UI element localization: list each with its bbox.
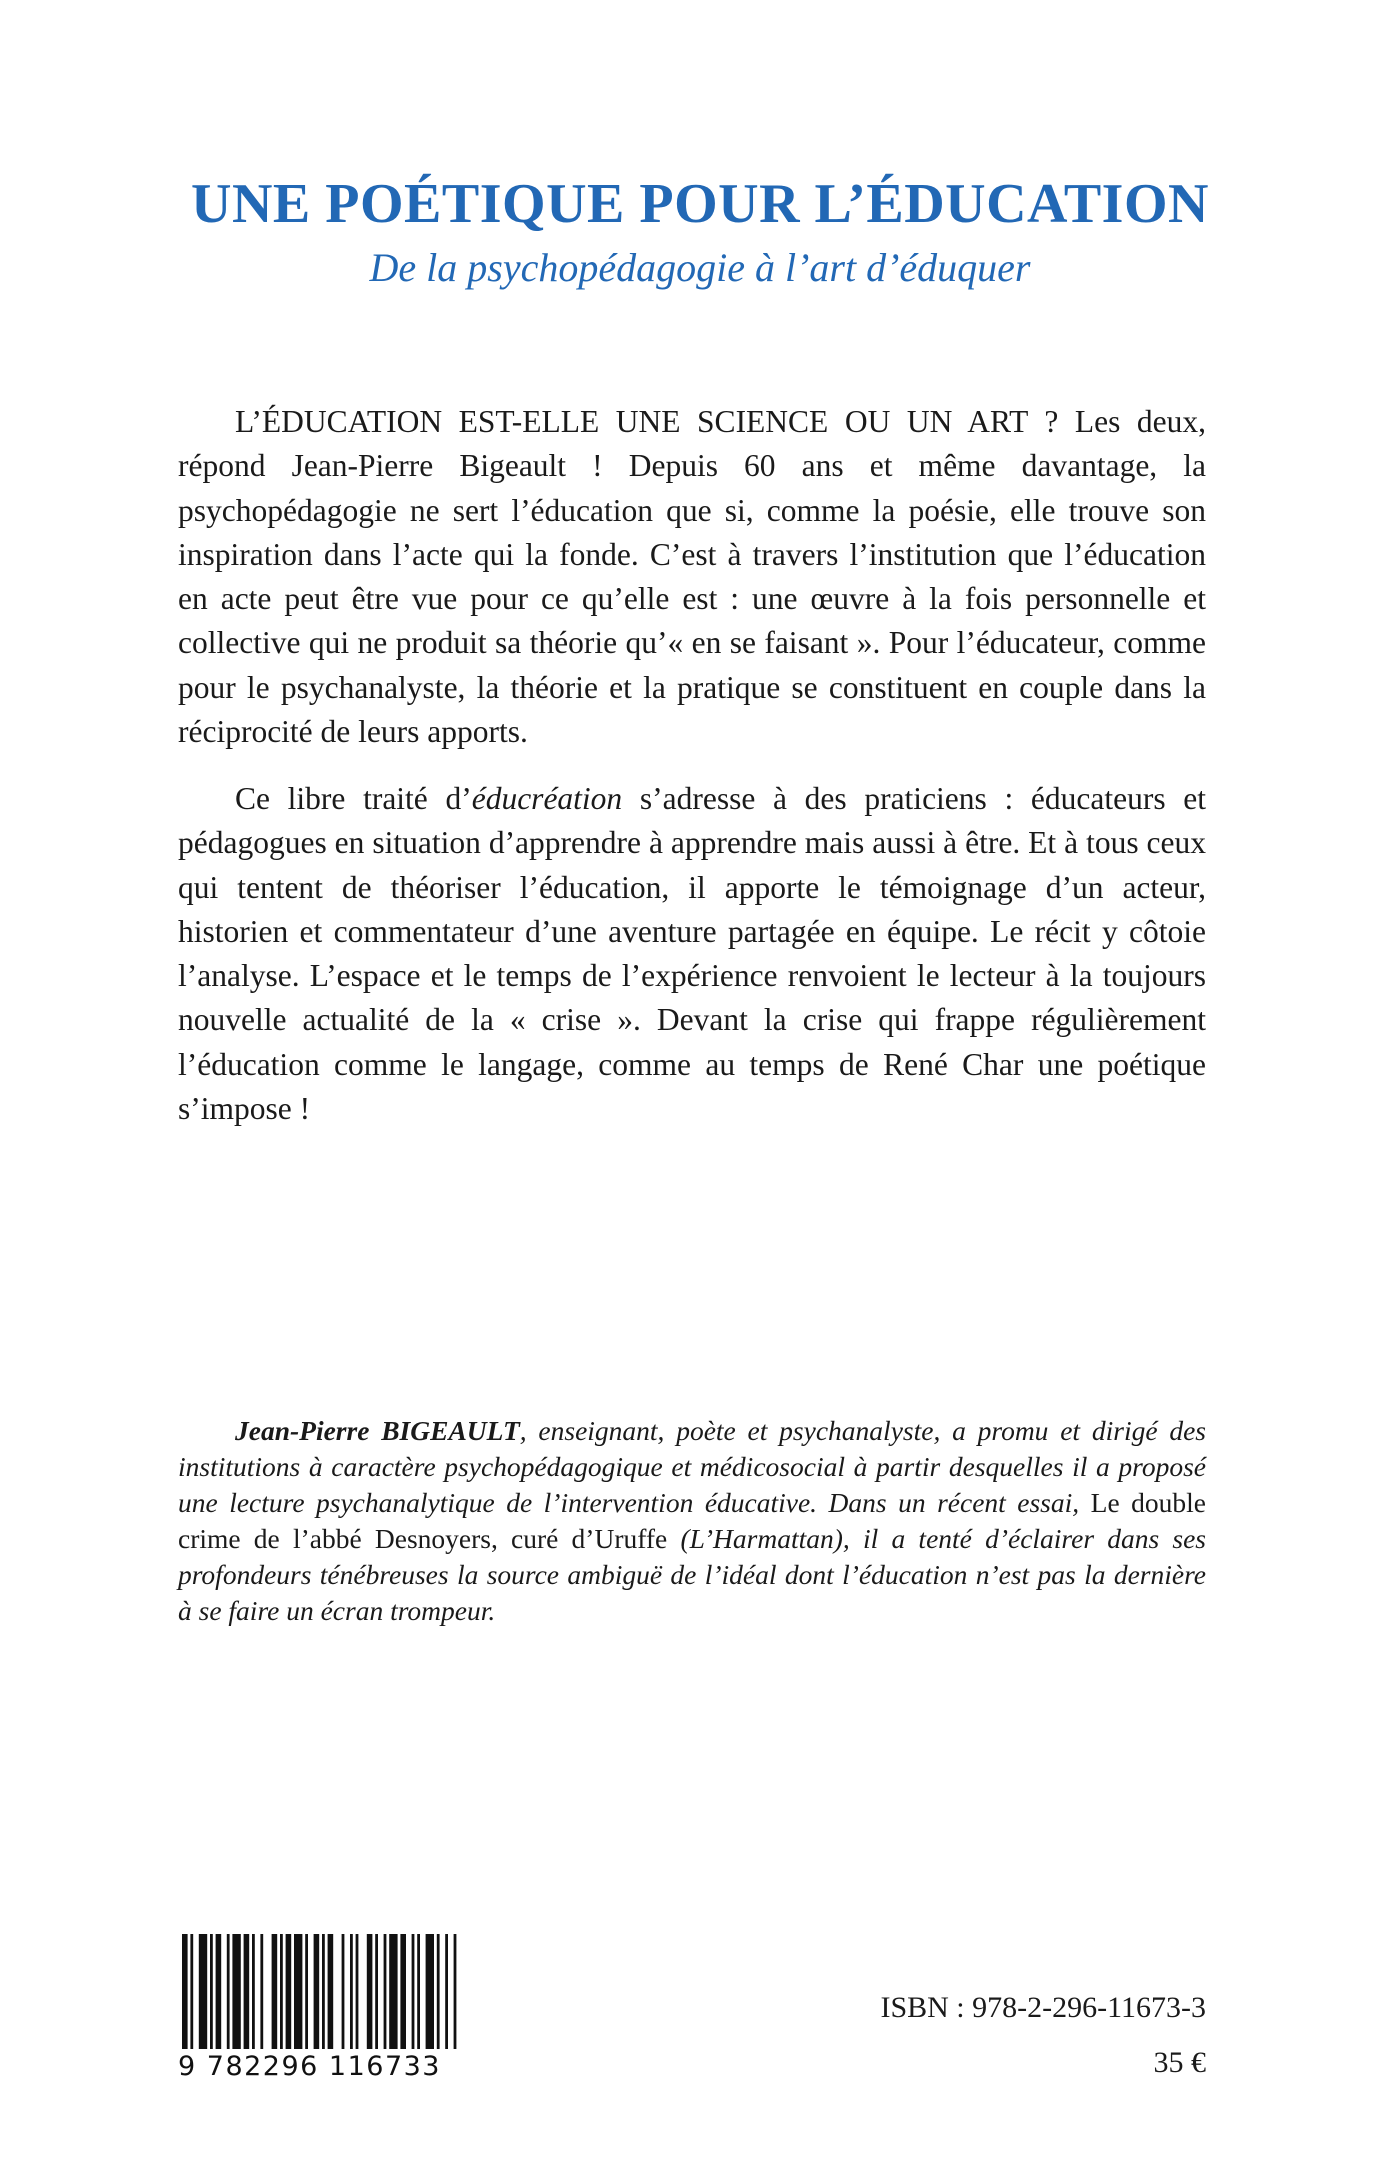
barcode-bar <box>280 1934 283 2049</box>
barcode-bar <box>426 1934 434 2049</box>
barcode-bar <box>375 1934 378 2049</box>
description-paragraph-1: L’ÉDUCATION EST-ELLE UNE SCIENCE OU UN ART ? Les deux, répond Jean-Pierre Bigeault ! Depuis 60 ans et même davantage, la psychopédagogie ne sert l’éducation que si, comme la poésie, elle trouve son inspiration dans l’acte qui la fonde. C’est à travers l’institution que l’éducation en acte peut être vue pour ce qu’elle est : une œuvre à la fois personnelle et collective qui ne produit sa théorie qu’« en se faisant ». Pour l’éducateur, comme pour le psychanalyste, la théorie et la pratique se constituent en couple dans la réciprocité de leurs apports. <box>178 404 1206 750</box>
barcode-bar <box>182 1934 188 2049</box>
isbn: ISBN : 978-2-296-11673-3 <box>880 1991 1206 2024</box>
barcode-bar <box>252 1934 255 2049</box>
barcode-bar <box>417 1934 420 2049</box>
barcode-bar <box>210 1934 213 2049</box>
barcode-bar <box>199 1934 207 2049</box>
barcode-bar <box>412 1934 415 2049</box>
bio-text-2: (L’Harmattan), il a tenté d’éclairer dans ses profondeurs ténébreuses la source ambiguë de l’idéal dont l’éducation n’est pas la dernière à se faire un écran trompeur. <box>178 1523 1206 1626</box>
barcode-bar <box>216 1934 222 2049</box>
barcode-bar <box>232 1934 240 2049</box>
bio-book-title: Le double crime de l’abbé Desnoyers, curé d’Uruffe <box>178 1487 1206 1554</box>
description-paragraph-2 <box>178 777 1206 1131</box>
paragraph-2-emphasis: éducréation <box>471 781 623 816</box>
barcode-bar <box>445 1934 448 2049</box>
book-title: UNE POÉTIQUE POUR L’ÉDUCATION <box>191 173 1209 235</box>
barcode-bar <box>389 1934 397 2049</box>
barcode-bar <box>437 1934 440 2049</box>
barcode-bar <box>400 1934 406 2049</box>
barcode-bar <box>314 1934 320 2049</box>
barcode-bar <box>244 1934 250 2049</box>
book-subtitle: De la psychopédagogie à l’art d’éduquer <box>369 245 1031 290</box>
barcode-digits: 9 782296 116733 <box>178 2051 441 2082</box>
barcode-bar <box>272 1934 278 2049</box>
author-name: Jean-Pierre BIGEAULT <box>235 1415 520 1446</box>
barcode-bar <box>367 1934 373 2049</box>
price: 35 € <box>1153 2046 1206 2079</box>
barcode-bar <box>384 1934 387 2049</box>
barcode-bar <box>350 1934 353 2049</box>
barcode-bar <box>294 1934 302 2049</box>
paragraph-2-start: Ce libre traité d’ <box>235 781 472 816</box>
barcode <box>178 1934 458 2049</box>
bio-text-1: , enseignant, poète et psychanalyste, a promu et dirigé des institutions à caractère psychopédagogique et médicosocial à partir desquelles il a proposé une lecture psychanalytique de l’intervention éducative. Dans un récent essai, <box>178 1415 1206 1518</box>
barcode-bar <box>305 1934 308 2049</box>
barcode-bar <box>286 1934 292 2049</box>
barcode-bar <box>260 1934 263 2049</box>
barcode-bar <box>190 1934 193 2049</box>
barcode-bar <box>322 1934 325 2049</box>
barcode-bar <box>227 1934 230 2049</box>
paragraph-2-rest: s’adresse à des praticiens : éducateurs et pédagogues en situation d’apprendre à apprendre mais aussi à être. Et à tous ceux qui tentent de théoriser l’éducation, il apporte le témoignage d’un acteur, historien et commentateur d’une aventure partagée en équipe. Le récit y côtoie l’analyse. L’espace et le temps de l’expérience renvoient le lecteur à la toujours nouvelle actualité de la « crise ». Devant la crise qui frappe régulièrement l’éducation comme le langage, comme au temps de René Char une poétique s’impose ! <box>178 781 1206 1127</box>
barcode-bar <box>328 1934 334 2049</box>
barcode-bar <box>342 1934 345 2049</box>
barcode-bar <box>356 1934 359 2049</box>
barcode-bar <box>454 1934 457 2049</box>
barcode-bars <box>178 1934 458 2049</box>
author-bio <box>178 1413 1206 1629</box>
